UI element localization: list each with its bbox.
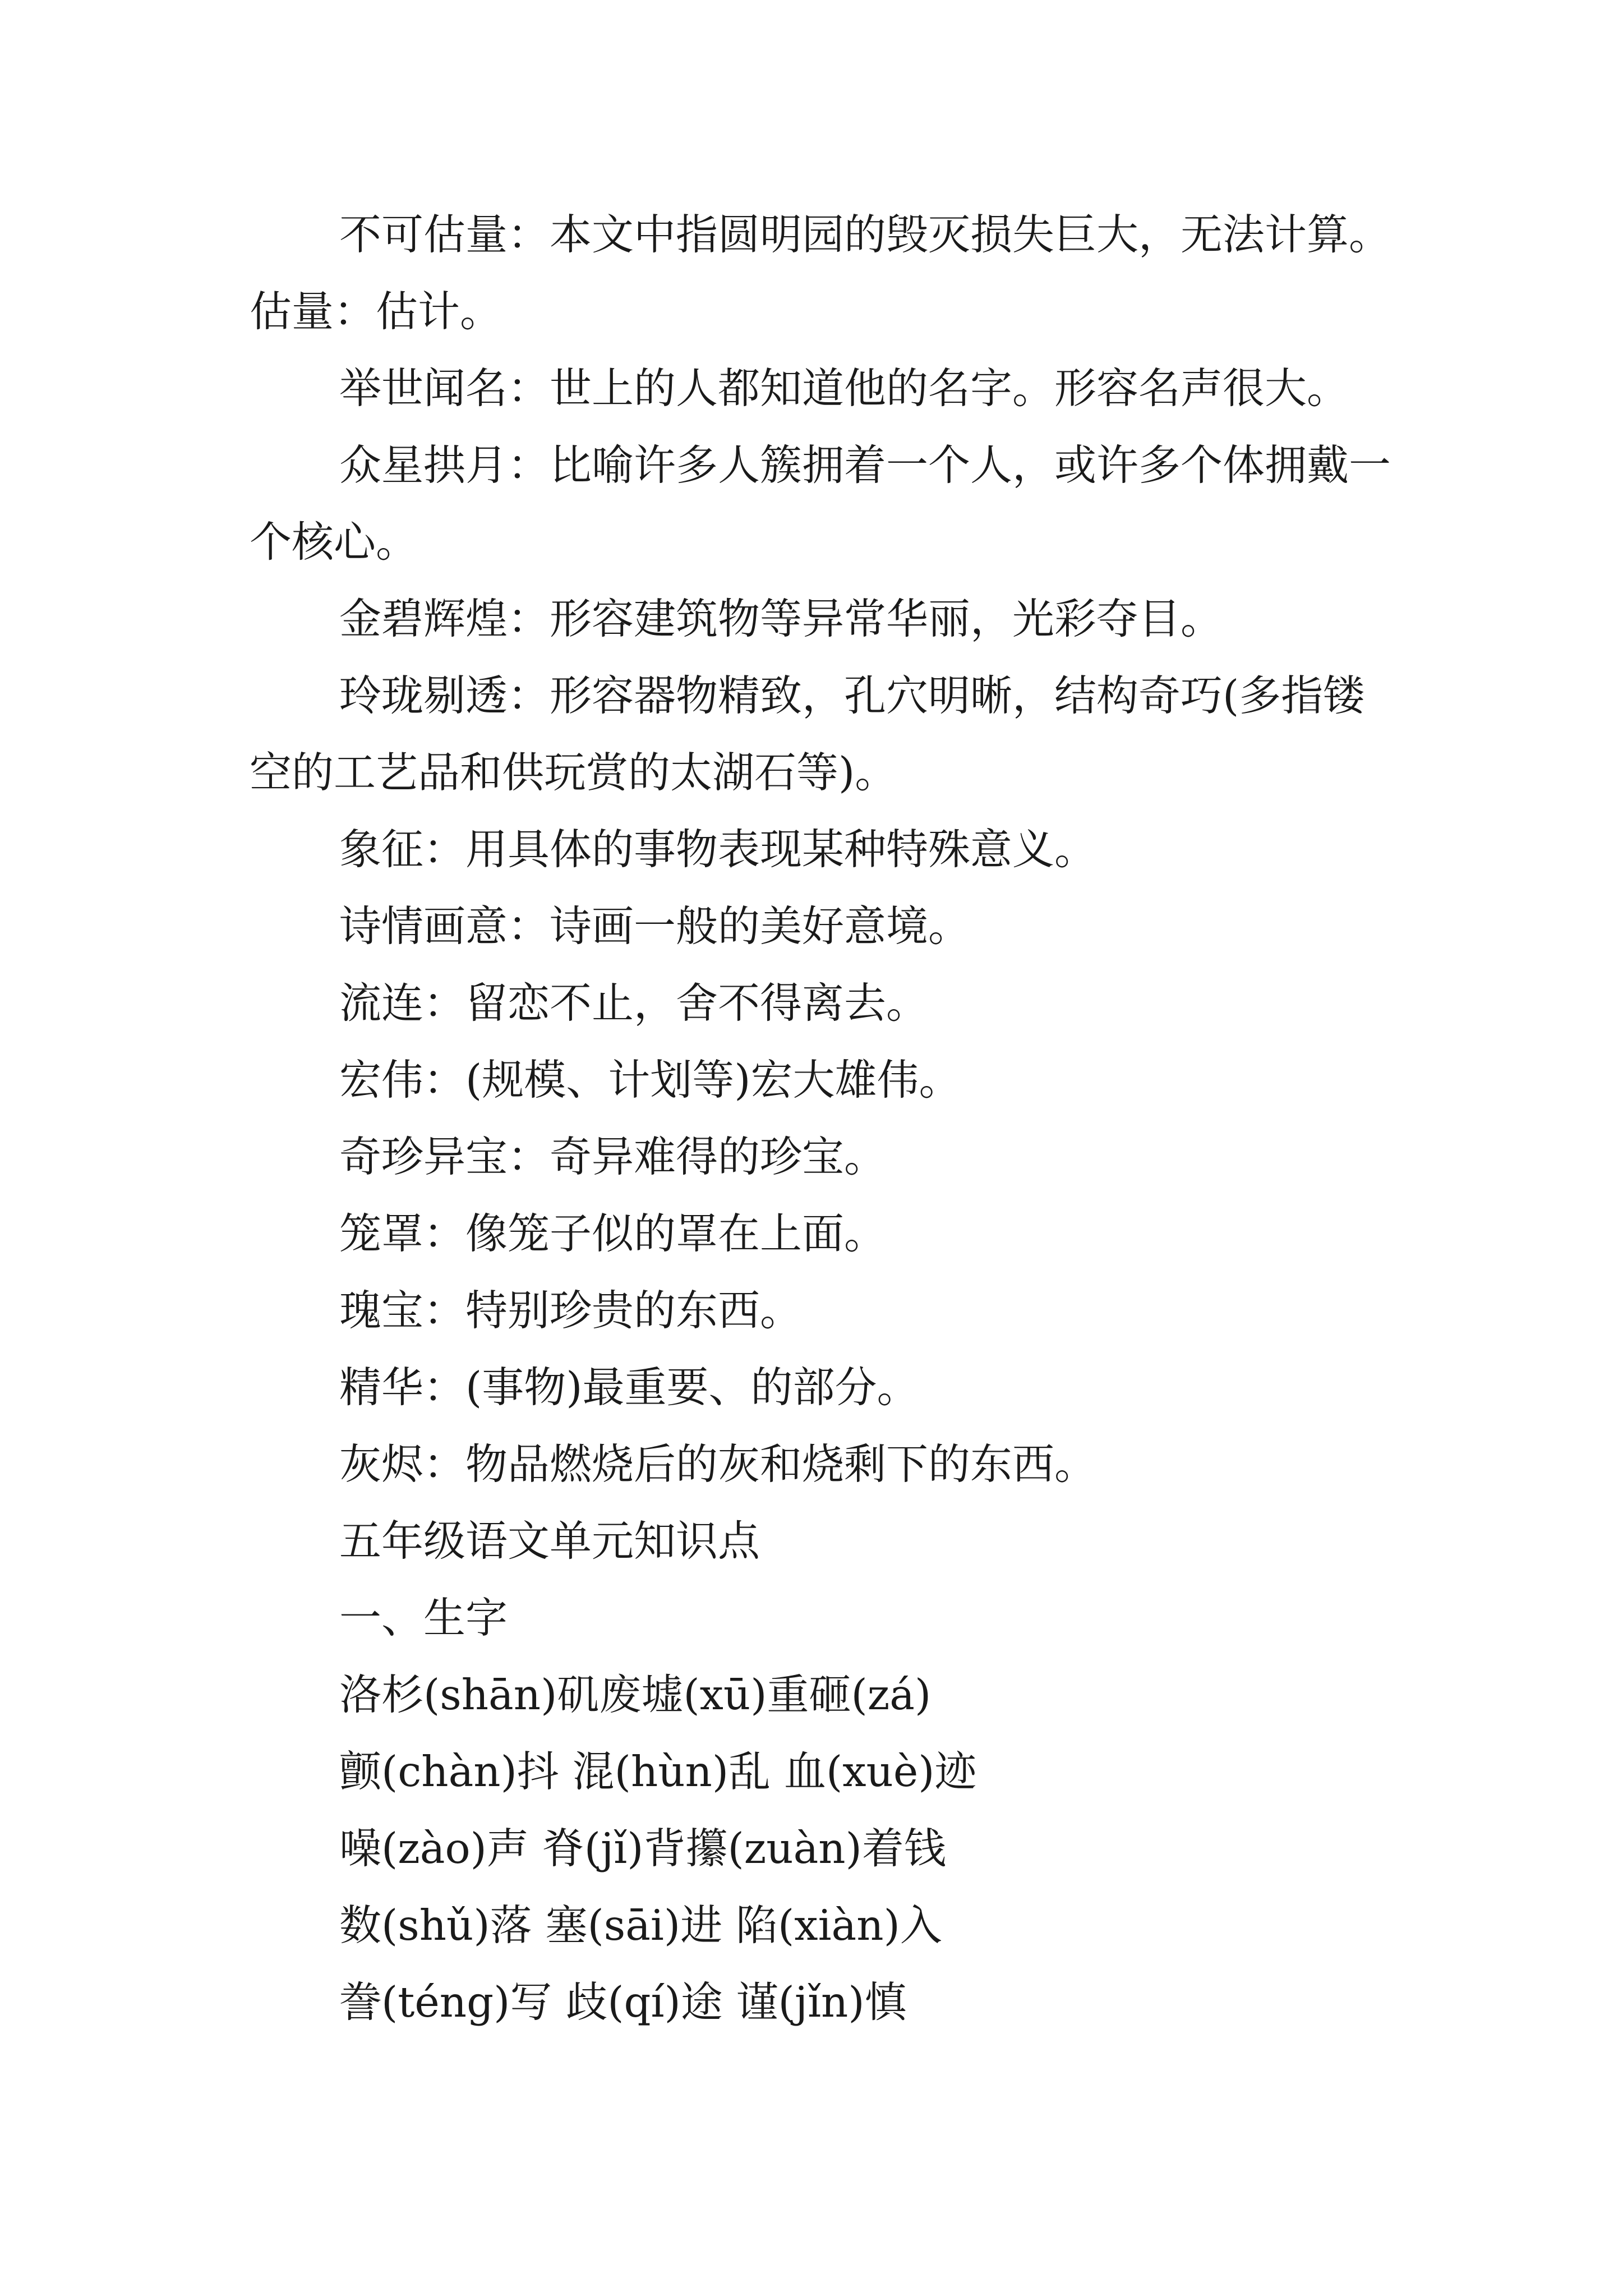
paragraph-linglongtitou: 玲珑剔透：形容器物精致，孔穴明晰，结构奇巧(多指镂空的工艺品和供玩赏的太湖石等)。 (250, 671, 1366, 797)
paragraph-longzhao: 笼罩：像笼子似的罩在上面。 (339, 1209, 887, 1258)
subsection-heading: 一、生字 (339, 1593, 508, 1642)
paragraph-liulian: 流连：留恋不止，舍不得离去。 (339, 978, 929, 1028)
pinyin-line-2: 颤(chàn)抖 混(hùn)乱 血(xuè)迹 (339, 1747, 977, 1796)
paragraph-jinbihuihuang: 金碧辉煌：形容建筑物等异常华丽，光彩夺目。 (339, 594, 1223, 643)
paragraph-guibao: 瑰宝：特别珍贵的东西。 (339, 1286, 803, 1335)
pinyin-line-4: 数(shǔ)落 塞(sāi)进 陷(xiàn)入 (339, 1901, 942, 1950)
paragraph-jinghua: 精华：(事物)最重要、的部分。 (339, 1363, 919, 1412)
paragraph-hongwei: 宏伟：(规模、计划等)宏大雄伟。 (339, 1055, 961, 1105)
section-heading: 五年级语文单元知识点 (339, 1516, 760, 1566)
paragraph-xiangzheng: 象征：用具体的事物表现某种特殊意义。 (339, 825, 1097, 874)
pinyin-line-1: 洛杉(shān)矶废墟(xū)重砸(zá) (339, 1670, 932, 1719)
pinyin-line-3: 噪(zào)声 脊(jǐ)背攥(zuàn)着钱 (339, 1824, 946, 1873)
paragraph-zhongxinggongyue: 众星拱月：比喻许多人簇拥着一个人，或许多个体拥戴一个核心。 (250, 440, 1391, 567)
paragraph-qizhenyibao: 奇珍异宝：奇异难得的珍宝。 (339, 1132, 887, 1181)
document-body (250, 196, 1399, 2041)
paragraph-huijin: 灰烬：物品燃烧后的灰和烧剩下的东西。 (339, 1439, 1097, 1489)
paragraph-bukeguliang: 不可估量：本文中指圆明园的毁灭损失巨大，无法计算。估量：估计。 (250, 210, 1391, 336)
pinyin-line-5: 誊(téng)写 歧(qí)途 谨(jǐn)慎 (339, 1977, 907, 2027)
paragraph-jushiwenming: 举世闻名：世上的人都知道他的名字。形容名声很大。 (339, 364, 1349, 413)
paragraph-shiqinghuayi: 诗情画意：诗画一般的美好意境。 (339, 901, 971, 951)
